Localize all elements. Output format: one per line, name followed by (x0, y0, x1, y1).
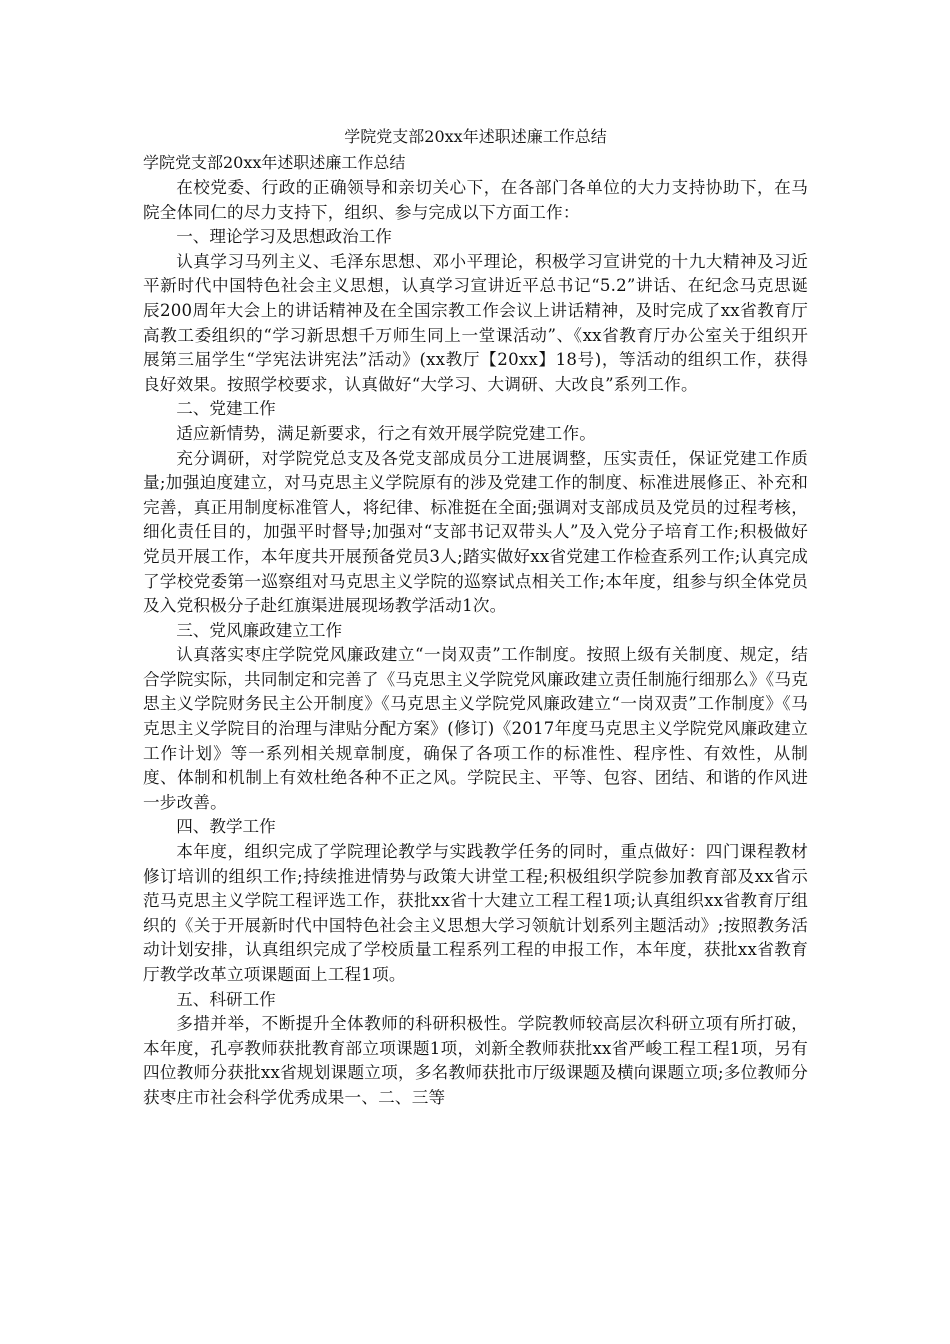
section-heading-5: 五、科研工作 (176, 989, 276, 1009)
section-2-paragraph-1: 适应新情势，满足新要求，行之有效开展学院党建工作。 (176, 423, 597, 443)
section-heading-2: 二、党建工作 (176, 399, 276, 419)
section-5-paragraph-1: 多措并举，不断提升全体教师的科研积极性。学院教师较高层次科研立项有所打破，本年度，孔亭教师获批教育部立项课题1项，刘新全教师获批xx省严峻工程工程1项，另有四位教师分获批xx省规划课题立项，多名教师获批市厅级课题及横向课题立项;多位教师分获枣庄市社会科学优秀成果一、二、三等 (143, 1014, 808, 1107)
section-heading-3: 三、党风廉政建立工作 (176, 620, 343, 640)
section-3-paragraph-1: 认真落实枣庄学院党风廉政建立“一岗双责”工作制度。按照上级有关制度、规定，结合学院实际，共同制定和完善了《马克思主义学院党风廉政建立责任制施行细那么》《马克思主义学院财务民主公开制度》《马克思主义学院党风廉政建立“一岗双责”工作制度》《马克思主义学院目的治理与津贴分配方案》(修订)《2017年度马克思主义学院党风廉政建立工作计划》等一系列相关规章制度，确保了各项工作的标准性、程序性、有效性，从制度、体制和机制上有效杜绝各种不正之风。学院民主、平等、包容、团结、和谐的作风进一步改善。 (143, 645, 808, 812)
intro-paragraph: 在校党委、行政的正确领导和亲切关心下，在各部门各单位的大力支持协助下，在马院全体同仁的尽力支持下，组织、参与完成以下方面工作： (143, 178, 808, 222)
section-2-paragraph-2: 充分调研，对学院党总支及各党支部成员分工进展调整，压实责任，保证党建工作质量;加强迫度建立，对马克思主义学院原有的涉及党建工作的制度、标准进展修正、补充和完善，真正用制度标准管人，将纪律、标准挺在全面;强调对支部成员及党员的过程考核，细化责任目的，加强平时督导;加强对“支部书记双带头人”及入党分子培育工作;积极做好党员开展工作，本年度共开展预备党员3人;踏实做好xx省党建工作检查系列工作;认真完成了学校党委第一巡察组对马克思主义学院的巡察试点相关工作;本年度，组参与织全体党员及入党积极分子赴红旗渠进展现场教学活动1次。 (143, 448, 808, 616)
section-heading-4: 四、教学工作 (176, 817, 276, 837)
document-page (143, 124, 808, 1111)
section-4-paragraph-1: 本年度，组织完成了学院理论教学与实践教学任务的同时，重点做好：四门课程教材修订培训的组织工作;持续推进情势与政策大讲堂工程;积极组织学院参加教育部及xx省示范马克思主义学院工程评选工作，获批xx省十大建立工程工程1项;认真组织xx省教育厅组织的《关于开展新时代中国特色社会主义思想大学习领航计划系列主题活动》;按照教务活动计划安排，认真组织完成了学校质量工程系列工程的申报工作，本年度，获批xx省教育厅教学改革立项课题面上工程1项。 (143, 842, 808, 984)
document-subtitle: 学院党支部20xx年述职述廉工作总结 (143, 153, 406, 172)
section-heading-1: 一、理论学习及思想政治工作 (176, 227, 392, 247)
section-1-paragraph-1: 认真学习马列主义、毛泽东思想、邓小平理论，积极学习宣讲党的十九大精神及习近平新时代中国特色社会主义思想，认真学习宣讲近平总书记“5.2”讲话、在纪念马克思诞辰200周年大会上的讲话精神及在全国宗教工作会议上讲话精神，及时完成了xx省教育厅高教工委组织的“学习新思想千万师生同上一堂课活动”、《xx省教育厅办公室关于组织开展第三届学生“学宪法讲宪法”活动》(xx教厅【20xx】18号)，等活动的组织工作，获得良好效果。按照学校要求，认真做好“大学习、大调研、大改良”系列工作。 (143, 251, 808, 394)
document-title: 学院党支部20xx年述职述廉工作总结 (344, 127, 607, 146)
